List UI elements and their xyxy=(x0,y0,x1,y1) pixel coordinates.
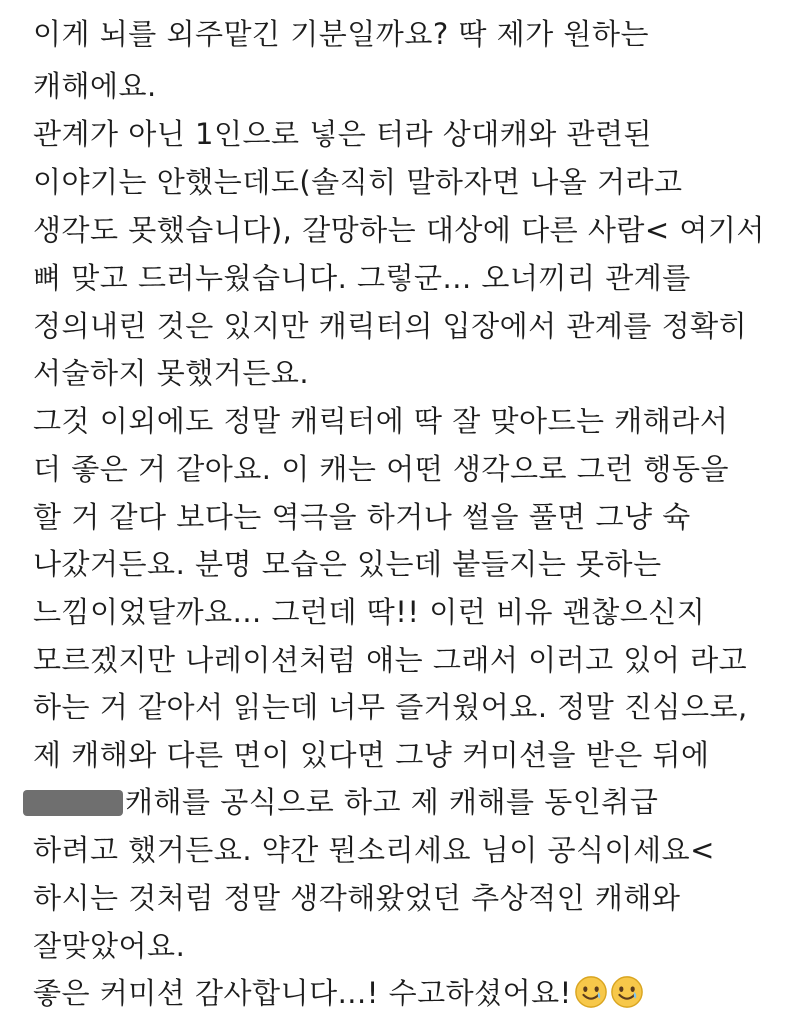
text-line: 캐해에요. xyxy=(33,69,157,103)
text-line: 이야기는 안했는데도(솔직히 말하자면 나올 거라고 xyxy=(33,165,683,199)
text-line: 더 좋은 거 같아요. 이 캐는 어떤 생각으로 그런 행동을 xyxy=(33,452,729,486)
text-line: 정의내린 것은 있지만 캐릭터의 입장에서 관계를 정확히 xyxy=(33,309,748,343)
smiling-face-with-tear-icon xyxy=(574,975,608,1009)
text-line: 뼈 맞고 드러누웠습니다. 그렇군... 오너끼리 관계를 xyxy=(33,261,691,295)
text-line: 제 캐해와 다른 면이 있다면 그냥 커미션을 받은 뒤에 xyxy=(33,738,710,772)
text-line: 잘맞았어요. xyxy=(33,929,186,963)
redacted-block xyxy=(23,790,123,816)
text-line: 생각도 못했습니다), 갈망하는 대상에 다른 사람< 여기서 xyxy=(33,213,765,247)
text-line-final xyxy=(33,973,644,1013)
text-line: 관계가 아닌 1인으로 넣은 터라 상대캐와 관련된 xyxy=(33,117,653,151)
text-segment: 캐해를 공식으로 하고 제 캐해를 동인취급 xyxy=(125,785,659,819)
text-line: 그것 이외에도 정말 캐릭터에 딱 잘 맞아드는 캐해라서 xyxy=(33,404,729,438)
text-line: 느낌이었달까요... 그런데 딱!! 이런 비유 괜찮으신지 xyxy=(33,595,706,629)
text-line: 모르겠지만 나레이션처럼 얘는 그래서 이러고 있어 라고 xyxy=(33,643,748,677)
text-line: 나갔거든요. 분명 모습은 있는데 붙들지는 못하는 xyxy=(33,547,662,581)
text-line-redacted xyxy=(33,782,658,822)
text-segment: 좋은 커미션 감사합니다...! 수고하셨어요! xyxy=(33,976,572,1010)
text-line: 이게 뇌를 외주맡긴 기분일까요? 딱 제가 원하는 xyxy=(33,17,649,51)
smiling-face-with-tear-icon xyxy=(610,975,644,1009)
text-line: 하려고 했거든요. 약간 뭔소리세요 님이 공식이세요< xyxy=(33,833,715,867)
text-line: 하시는 것처럼 정말 생각해왔었던 추상적인 캐해와 xyxy=(33,881,681,915)
text-line: 할 거 같다 보다는 역극을 하거나 썰을 풀면 그냥 슉 xyxy=(33,500,691,534)
text-line: 서술하지 못했거든요. xyxy=(33,356,310,390)
text-line: 하는 거 같아서 읽는데 너무 즐거웠어요. 정말 진심으로, xyxy=(33,690,748,724)
